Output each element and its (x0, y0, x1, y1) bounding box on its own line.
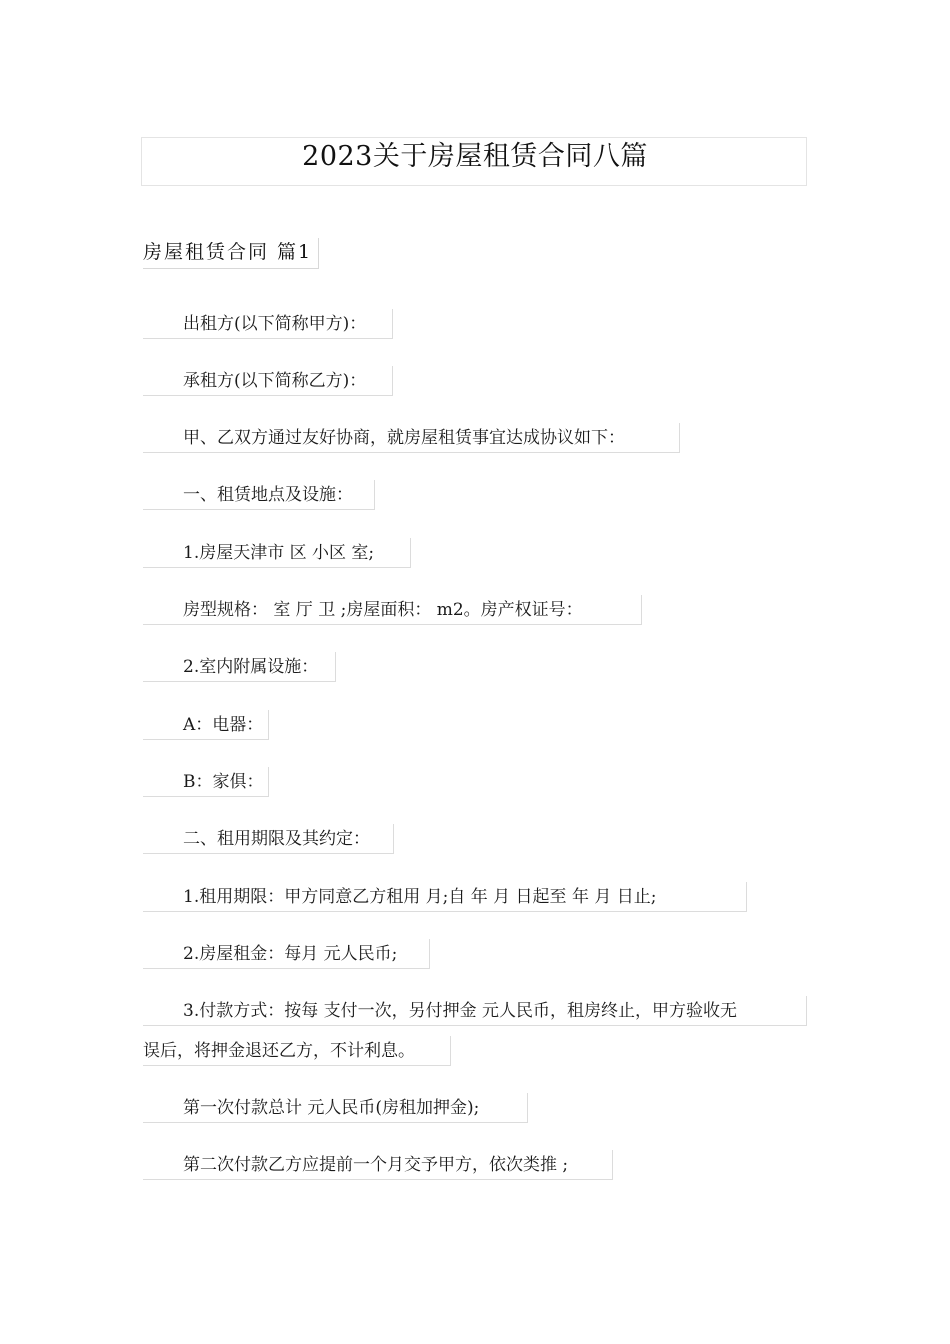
paragraph-lessee (143, 366, 393, 396)
paragraph-text: 甲、乙双方通过友好协商，就房屋租赁事宜达成协议如下： (183, 428, 625, 448)
clause-first-payment (143, 1093, 528, 1123)
clause-appliances (143, 710, 269, 740)
clause-payment-line-1 (143, 996, 807, 1026)
paragraph-agreement-intro (143, 423, 680, 453)
clause-lease-term (143, 882, 747, 912)
paragraph-text: 第一次付款总计 元人民币(房租加押金); (183, 1098, 480, 1118)
paragraph-text: 1.房屋天津市 区 小区 室; (183, 543, 375, 563)
document-title: 2023关于房屋租赁合同八篇 (302, 141, 648, 172)
paragraph-text: B：家俱： (183, 772, 264, 792)
clause-second-payment (143, 1150, 613, 1180)
clause-heading-2 (143, 824, 394, 854)
paragraph-lessor (143, 309, 393, 339)
paragraph-text: A：电器： (183, 715, 264, 735)
paragraph-text: 承租方(以下简称乙方)： (183, 371, 367, 391)
paragraph-text: 一、租赁地点及设施： (183, 485, 353, 505)
clause-heading-1 (143, 480, 375, 510)
section-heading: 房屋租赁合同 篇1 (143, 238, 319, 269)
paragraph-text: 二、租用期限及其约定： (183, 829, 370, 849)
paragraph-text: 2.室内附属设施： (183, 657, 319, 677)
paragraph-text: 误后，将押金退还乙方，不计利息。 (143, 1041, 415, 1061)
paragraph-text: 房型规格： 室 厅 卫 ;房屋面积： m2。房产权证号： (183, 600, 583, 620)
paragraph-text: 2.房屋租金：每月 元人民币; (183, 944, 398, 964)
paragraph-text: 出租方(以下简称甲方)： (183, 314, 367, 334)
paragraph-text: 第二次付款乙方应提前一个月交予甲方，依次类推 ; (183, 1155, 569, 1175)
clause-house-spec (143, 595, 642, 625)
clause-facilities (143, 652, 336, 682)
clause-payment-line-2 (143, 1036, 451, 1066)
clause-furniture (143, 767, 269, 797)
clause-house-address (143, 538, 411, 568)
paragraph-text: 1.租用期限：甲方同意乙方租用 月;自 年 月 日起至 年 月 日止; (183, 887, 657, 907)
clause-rent (143, 939, 430, 969)
paragraph-text: 3.付款方式：按每 支付一次，另付押金 元人民币，租房终止，甲方验收无 (183, 1001, 738, 1021)
